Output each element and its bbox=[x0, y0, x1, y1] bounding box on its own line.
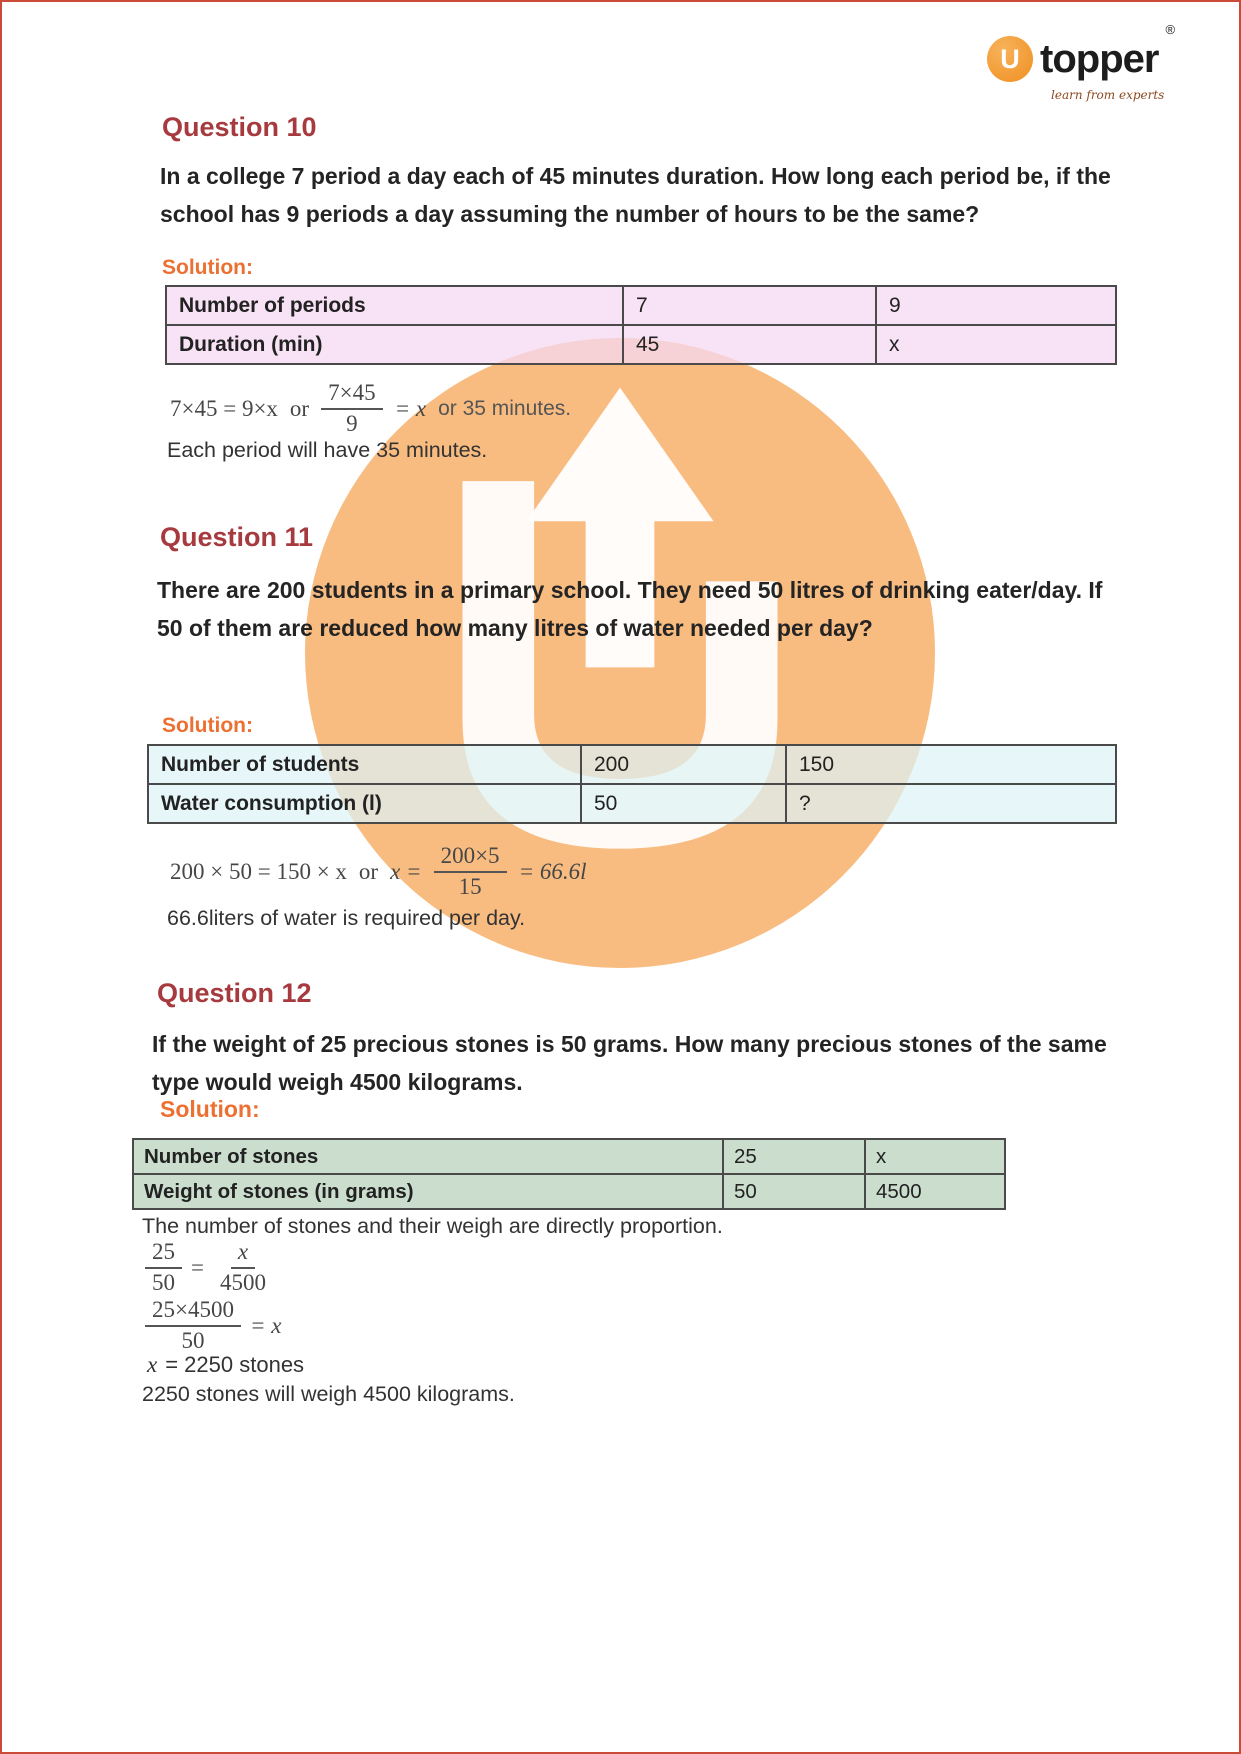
equation-rhs: = 66.6l bbox=[518, 859, 587, 884]
table-cell: x bbox=[876, 325, 1116, 364]
table-cell: Number of students bbox=[148, 745, 581, 784]
equation-pre: x = bbox=[390, 859, 422, 884]
table-row bbox=[133, 1174, 1005, 1209]
question-12-solution-label: Solution: bbox=[160, 1096, 260, 1122]
table-row bbox=[148, 784, 1116, 823]
table-cell: Water consumption (l) bbox=[148, 784, 581, 823]
question-10-solution-label: Solution: bbox=[162, 256, 253, 279]
equation-or: or bbox=[358, 859, 379, 884]
brand-logo bbox=[987, 22, 1176, 102]
table-cell: 9 bbox=[876, 286, 1116, 325]
question-12-answer-note: 2250 stones will weigh 4500 kilograms. bbox=[142, 1382, 515, 1406]
result-text: = 2250 stones bbox=[165, 1352, 305, 1377]
fraction bbox=[213, 1238, 273, 1298]
logo-u-icon bbox=[987, 36, 1033, 82]
question-10-heading: Question 10 bbox=[162, 112, 317, 142]
variable-x: x bbox=[147, 1352, 158, 1377]
fraction-numerator: 200×5 bbox=[434, 842, 507, 873]
fraction-numerator: 25×4500 bbox=[145, 1296, 241, 1327]
fraction-numerator: x bbox=[231, 1238, 255, 1269]
question-12-equation-1 bbox=[145, 1240, 273, 1296]
brand-name: topper bbox=[1040, 37, 1159, 81]
logo-u-letter: U bbox=[1000, 43, 1020, 74]
table-cell: Number of periods bbox=[166, 286, 623, 325]
table-cell: 4500 bbox=[865, 1174, 1005, 1209]
question-11-answer-note: 66.6liters of water is required per day. bbox=[167, 906, 526, 930]
fraction bbox=[145, 1296, 241, 1356]
question-12-heading: Question 12 bbox=[157, 978, 312, 1008]
fraction bbox=[321, 379, 382, 439]
question-10-text: In a college 7 period a day each of 45 minutes duration. How long each period be, if the school has 9 periods a day assuming the number of hours to be the same? bbox=[160, 163, 1111, 227]
table-cell: Number of stones bbox=[133, 1139, 723, 1174]
fraction-denominator: 9 bbox=[346, 411, 358, 436]
question-12-equation-2 bbox=[145, 1298, 281, 1354]
registered-mark: ® bbox=[1165, 22, 1176, 37]
table-cell: 150 bbox=[786, 745, 1116, 784]
table-cell: ? bbox=[786, 784, 1116, 823]
equation-rhs: = x bbox=[249, 1313, 282, 1338]
question-12-note: The number of stones and their weigh are directly proportion. bbox=[142, 1214, 723, 1238]
question-11-table bbox=[147, 744, 1117, 824]
table-cell: 25 bbox=[723, 1139, 865, 1174]
table-cell: 50 bbox=[723, 1174, 865, 1209]
table-row bbox=[166, 325, 1116, 364]
table-row bbox=[148, 745, 1116, 784]
question-12-table bbox=[132, 1138, 1006, 1210]
fraction-denominator: 50 bbox=[181, 1328, 205, 1353]
equation-lhs: 200 × 50 = 150 × x bbox=[170, 859, 347, 884]
table-row bbox=[133, 1139, 1005, 1174]
fraction-numerator: 7×45 bbox=[321, 379, 382, 410]
fraction-denominator: 4500 bbox=[219, 1270, 266, 1295]
fraction-numerator: 25 bbox=[145, 1238, 182, 1269]
question-10-answer-note: Each period will have 35 minutes. bbox=[167, 438, 488, 462]
question-11-text: There are 200 students in a primary school. They need 50 litres of drinking eater/day. If 50 of them are reduced how many litres of water needed per day? bbox=[157, 577, 1103, 641]
table-cell: Weight of stones (in grams) bbox=[133, 1174, 723, 1209]
question-12-result bbox=[147, 1352, 304, 1378]
question-11-solution-label: Solution: bbox=[162, 714, 253, 737]
fraction bbox=[434, 842, 507, 902]
equals-sign: = bbox=[191, 1255, 204, 1280]
table-row bbox=[166, 286, 1116, 325]
table-cell: x bbox=[865, 1139, 1005, 1174]
equation-lhs: 7×45 = 9×x bbox=[170, 396, 278, 421]
fraction bbox=[145, 1238, 182, 1298]
fraction-denominator: 15 bbox=[458, 874, 482, 899]
question-10-table bbox=[165, 285, 1117, 365]
question-11-equation bbox=[170, 842, 586, 902]
table-cell: 200 bbox=[581, 745, 786, 784]
equation-tail: or 35 minutes. bbox=[438, 397, 572, 420]
table-cell: Duration (min) bbox=[166, 325, 623, 364]
table-cell: 50 bbox=[581, 784, 786, 823]
brand-tagline: learn from experts bbox=[1051, 88, 1165, 102]
question-11-heading: Question 11 bbox=[160, 522, 314, 552]
question-10-equation bbox=[170, 380, 571, 438]
equation-rhs: = x bbox=[394, 396, 427, 421]
fraction-denominator: 50 bbox=[152, 1270, 175, 1295]
question-12-text: If the weight of 25 precious stones is 50 grams. How many precious stones of the same type would weigh 4500 kilograms. bbox=[152, 1031, 1107, 1095]
table-cell: 45 bbox=[623, 325, 876, 364]
equation-or: or bbox=[289, 396, 310, 421]
table-cell: 7 bbox=[623, 286, 876, 325]
